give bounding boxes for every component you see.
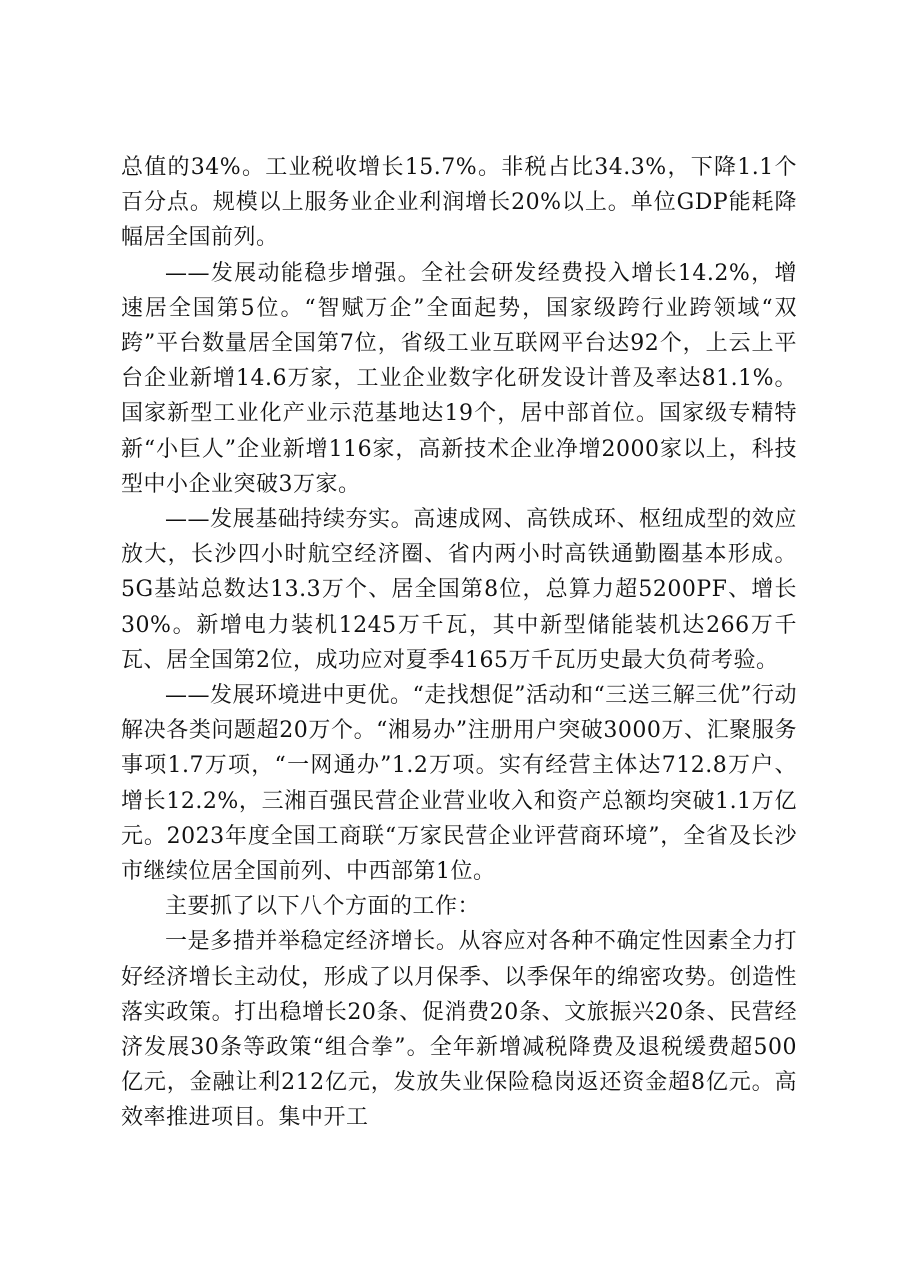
paragraph-development-environment: ——发展环境进中更优。“走找想促”活动和“三送三解三优”行动解决各类问题超20万个。“湘易办”注册用户突破3000万、汇聚服务事项1.7万项，“一网通办”1.2万项。实有经营主体达712.8万户、增长12.2%，三湘百强民营企业营业收入和资产总额均突破1.1万亿元。2023年度全国工商联“万家民营企业评营商环境”，全省及长沙市继续位居全国前列、中西部第1位。 xyxy=(121,683,797,885)
paragraph-stabilize-growth: 一是多措并举稳定经济增长。从容应对各种不确定性因素全力打好经济增长主动仗，形成了以月保季、以季保年的绵密攻势。创造性落实政策。打出稳增长20条、促消费20条、文旅振兴20条、民营经济发展30条等政策“组合拳”。全年新增减税降费及退税缓费超500亿元，金融让利212亿元，发放失业保险稳岗返还资金超8亿元。高效率推进项目。集中开工 xyxy=(121,929,798,1131)
paragraph-fiscal-summary: 总值的34%。工业税收增长15.7%。非税占比34.3%，下降1.1个百分点。规模以上服务业企业利润增长20%以上。单位GDP能耗降幅居全国前列。 xyxy=(121,155,797,251)
paragraph-development-momentum: ——发展动能稳步增强。全社会研发经费投入增长14.2%，增速居全国第5位。“智赋万企”全面起势，国家级跨行业跨领域“双跨”平台数量居全国第7位，省级工业互联网平台达92个，上云上平台企业新增14.6万家，工业企业数字化研发设计普及率达81.1%。国家新型工业化产业示范基地达19个，居中部首位。国家级专精特新“小巨人”企业新增116家，高新技术企业净增2000家以上，科技型中小企业突破3万家。 xyxy=(121,260,797,497)
paragraph-eight-aspects-intro: 主要抓了以下八个方面的工作： xyxy=(165,894,481,920)
document-body xyxy=(121,150,797,1136)
paragraph-development-foundation: ——发展基础持续夯实。高速成网、高铁成环、枢纽成型的效应放大，长沙四小时航空经济圈、省内两小时高铁通勤圈基本形成。5G基站总数达13.3万个、居全国第8位，总算力超5200PF、增长30%。新增电力装机1245万千瓦，其中新型储能装机达266万千瓦、居全国第2位，成功应对夏季4165万千瓦历史最大负荷考验。 xyxy=(121,507,797,673)
